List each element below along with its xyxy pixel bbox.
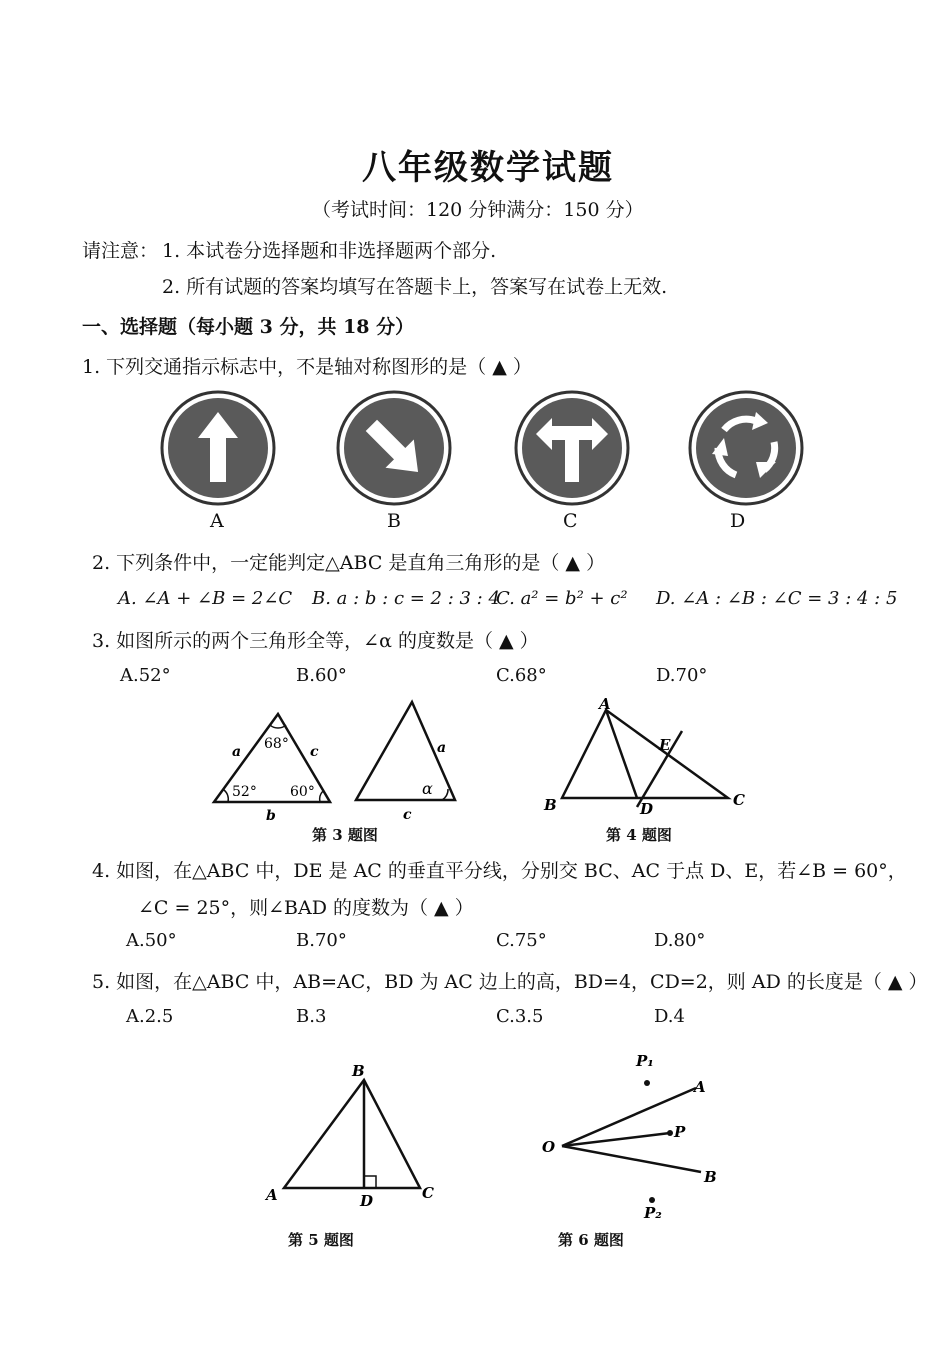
q1-option-d: D <box>730 510 746 532</box>
tri2-angle-alpha: α <box>422 779 433 798</box>
exam-info: （考试时间：120 分钟满分：150 分） <box>312 199 644 221</box>
q3-option-d: D.70° <box>656 665 708 686</box>
q2-option-c: C. a² = b² + c² <box>496 588 628 609</box>
question-5-stem: 5. 如图，在△ABC 中，AB=AC，BD 为 AC 边上的高，BD=4，CD=2，则 AD 的长度是（ ▲ ） <box>92 971 928 993</box>
triangle-abc <box>284 1080 420 1188</box>
q5-figure <box>262 1060 462 1210</box>
q6-label-b: B <box>704 1168 717 1186</box>
roundabout-icon <box>690 392 802 504</box>
tri1-angle-left: 52° <box>232 784 257 800</box>
q5-option-d: D.4 <box>654 1006 685 1027</box>
question-2-stem: 2. 下列条件中，一定能判定△ABC 是直角三角形的是（ ▲ ） <box>92 552 606 574</box>
q6-label-p1: P₁ <box>636 1052 654 1070</box>
q4-label-a: A <box>599 695 611 713</box>
diagonal-arrow-icon <box>338 392 450 504</box>
q1-option-c: C <box>563 510 578 532</box>
q5-option-b: B.3 <box>296 1006 327 1027</box>
question-1-stem: 1. 下列交通指示标志中，不是轴对称图形的是（ ▲ ） <box>82 356 532 378</box>
q6-figure-caption: 第 6 题图 <box>558 1231 624 1249</box>
q6-label-p: P <box>674 1123 686 1141</box>
q2-option-d: D. ∠A : ∠B : ∠C = 3 : 4 : 5 <box>656 588 898 609</box>
straight-arrow-icon <box>162 392 274 504</box>
note-item-2: 2. 所有试题的答案均填写在答题卡上，答案写在试卷上无效. <box>162 276 668 298</box>
q5-option-a: A.2.5 <box>126 1006 174 1027</box>
q4-label-b: B <box>544 796 557 814</box>
q6-label-a: A <box>694 1078 706 1096</box>
q4-label-d: D <box>640 800 654 818</box>
q4-option-c: C.75° <box>496 930 547 951</box>
q4-figure <box>540 695 770 825</box>
page-title: 八年级数学试题 <box>362 148 614 188</box>
tri2-side-right: a <box>437 740 447 756</box>
q5-label-b: B <box>352 1062 365 1080</box>
q3-option-c: C.68° <box>496 665 547 686</box>
q4-option-b: B.70° <box>296 930 347 951</box>
question-3-stem: 3. 如图所示的两个三角形全等，∠α 的度数是（ ▲ ） <box>92 630 539 652</box>
q4-option-a: A.50° <box>126 930 177 951</box>
tri1-side-left: a <box>232 744 242 760</box>
q1-option-a: A <box>210 510 224 532</box>
triangle-abc <box>562 710 728 798</box>
q1-option-b: B <box>387 510 401 532</box>
q6-figure <box>538 1048 738 1222</box>
q2-option-a: A. ∠A + ∠B = 2∠C <box>118 588 293 609</box>
q2-option-b: B. a : b : c = 2 : 3 : 4 <box>312 588 500 609</box>
q3-figure <box>210 710 470 830</box>
q5-figure-caption: 第 5 题图 <box>288 1231 354 1249</box>
q5-option-c: C.3.5 <box>496 1006 544 1027</box>
q4-label-e: E <box>659 736 671 754</box>
q6-label-o: O <box>542 1138 556 1156</box>
q5-label-d: D <box>360 1192 374 1210</box>
section-heading: 一、选择题（每小题 3 分，共 18 分） <box>82 316 415 338</box>
q3-option-a: A.52° <box>120 665 171 686</box>
note-item-1: 1. 本试卷分选择题和非选择题两个部分. <box>162 240 497 262</box>
notes-label: 请注意： <box>82 240 159 262</box>
tri1-angle-right: 60° <box>290 784 315 800</box>
q5-label-c: C <box>422 1184 434 1202</box>
left-right-turn-icon <box>516 392 628 504</box>
q4-figure-caption: 第 4 题图 <box>606 826 672 844</box>
q4-label-c: C <box>733 791 745 809</box>
q5-label-a: A <box>266 1186 278 1204</box>
tri2-side-bottom: c <box>403 807 412 823</box>
q4-option-d: D.80° <box>654 930 706 951</box>
question-4-stem-line-1: 4. 如图，在△ABC 中，DE 是 AC 的垂直平分线，分别交 BC、AC 于点 D、E，若∠B = 60°， <box>92 860 907 882</box>
q3-option-b: B.60° <box>296 665 347 686</box>
question-4-stem-line-2: ∠C = 25°，则∠BAD 的度数为（ ▲ ） <box>138 897 474 919</box>
tri1-side-right: c <box>310 744 319 760</box>
traffic-signs <box>0 380 950 530</box>
tri1-angle-top: 68° <box>264 736 289 752</box>
q3-figure-caption: 第 3 题图 <box>312 826 378 844</box>
q6-label-p2: P₂ <box>644 1204 662 1222</box>
tri1-side-bottom: b <box>266 808 276 824</box>
